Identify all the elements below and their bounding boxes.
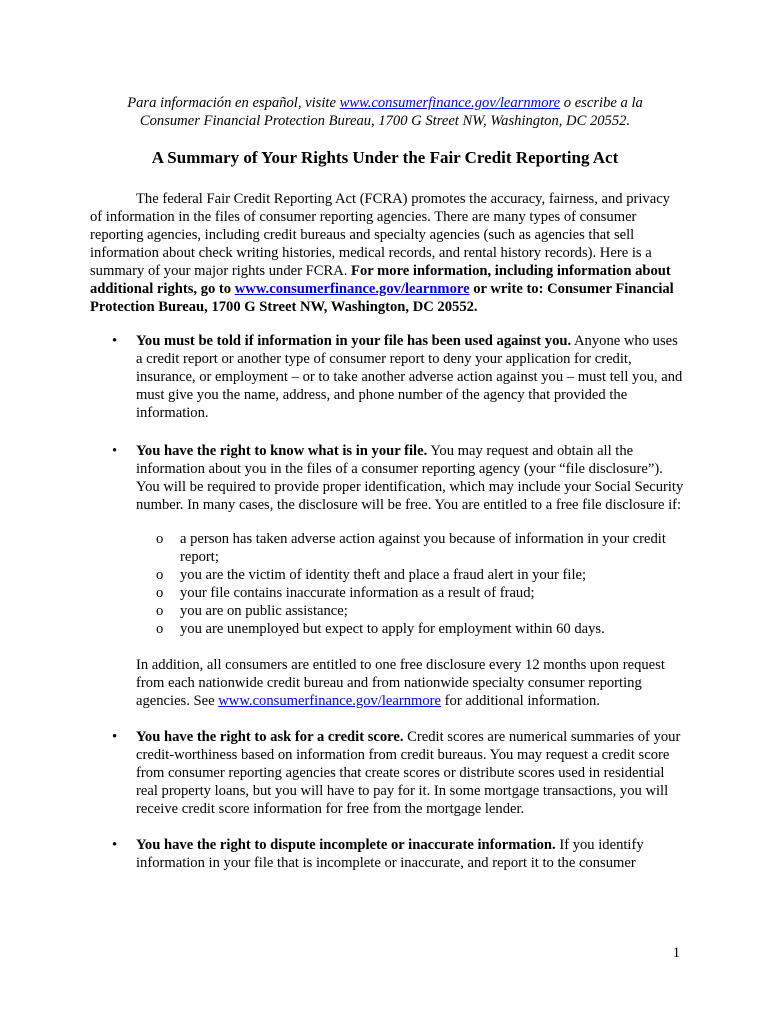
learnmore-link-spanish[interactable]: www.consumerfinance.gov/learnmore [339, 95, 561, 111]
condition-text: you are the victim of identity theft and place a fraud alert in your file; [180, 567, 587, 583]
condition-text: you are on public assistance; [180, 603, 348, 619]
spanish-info-suffix: o escribe a la [560, 95, 643, 111]
sub-bullet-marker: o [156, 567, 164, 583]
page-title: A Summary of Your Rights Under the Fair Credit Reporting Act [151, 148, 619, 167]
condition-item [136, 620, 685, 638]
addition-suffix: for additional information. [441, 693, 600, 709]
intro-bold-lead: For more information, including information about additional rights, go to [90, 263, 671, 297]
condition-item [136, 566, 685, 584]
rights-list-item [90, 442, 685, 710]
right-text: Credit scores are numerical summaries of your credit-worthiness based on information from credit bureaus. You may request a credit score from consumer reporting agencies that create scores or distribute scores used in residential real property loans, but you will have to pay for it. In some mortgage transactions, you will receive credit score information for free from the mortgage lender. [136, 729, 681, 817]
rights-list-item [90, 332, 685, 422]
condition-text: you are unemployed but expect to apply for employment within 60 days. [180, 621, 605, 637]
spanish-info-notice [90, 94, 680, 130]
condition-item [136, 584, 685, 602]
right-text: If you identify information in your file that is incomplete or inaccurate, and report it to the consumer [136, 837, 644, 871]
bullet-marker: • [112, 729, 118, 745]
rights-list-item [90, 728, 685, 818]
intro-text: The federal Fair Credit Reporting Act (FCRA) promotes the accuracy, fairness, and privacy of information in the files of consumer reporting agencies. There are many types of consumer reporting agencies, including credit bureaus and specialty agencies (such as agencies that sell information about check writing histories, medical records, and rental history records). Here is a summary of your major rights under FCRA. [90, 191, 670, 279]
condition-item [136, 602, 685, 620]
sub-bullet-marker: o [156, 621, 164, 637]
right-text: Anyone who uses a credit report or another type of consumer report to deny your application for credit, insurance, or employment – or to take another adverse action against you – must tell you, and must give you the name, address, and phone number of the agency that provided the information. [136, 333, 683, 421]
bullet-marker: • [112, 837, 118, 853]
learnmore-link-intro[interactable]: www.consumerfinance.gov/learnmore [234, 281, 470, 297]
right-heading: You have the right to know what is in your file. [136, 443, 428, 459]
page-number: 1 [672, 945, 680, 961]
right-heading: You must be told if information in your file has been used against you. [136, 333, 572, 349]
spanish-info-prefix: Para información en español, visite [127, 95, 340, 111]
sub-bullet-marker: o [156, 585, 164, 601]
bullet-marker: • [112, 333, 118, 349]
intro-paragraph [90, 190, 680, 316]
additional-disclosure-note [136, 656, 685, 710]
condition-text: a person has taken adverse action against you because of information in your credit report; [180, 531, 666, 565]
sub-bullet-marker: o [156, 531, 164, 547]
rights-list [90, 332, 685, 872]
condition-item [136, 530, 685, 566]
intro-bold-tail: or write to: Consumer Financial Protection Bureau, 1700 G Street NW, Washington, DC 20552. [90, 281, 674, 315]
right-heading: You have the right to dispute incomplete or inaccurate information. [136, 837, 556, 853]
sub-bullet-marker: o [156, 603, 164, 619]
bullet-marker: • [112, 443, 118, 459]
right-text: You may request and obtain all the information about you in the files of a consumer reporting agency (your “file disclosure”). You will be required to provide proper identification, which may include your Social Security number. In many cases, the disclosure will be free. You are entitled to a free file disclosure if: [136, 443, 684, 513]
rights-list-item [90, 836, 685, 872]
spanish-info-address: Consumer Financial Protection Bureau, 1700 G Street NW, Washington, DC 20552. [139, 113, 631, 129]
addition-text: In addition, all consumers are entitled to one free disclosure every 12 months upon request from each nationwide credit bureau and from nationwide specialty consumer reporting agencies. See [136, 657, 665, 709]
condition-text: your file contains inaccurate information as a result of fraud; [180, 585, 535, 601]
learnmore-link-addition[interactable]: www.consumerfinance.gov/learnmore [218, 693, 442, 709]
right-heading: You have the right to ask for a credit score. [136, 729, 404, 745]
free-disclosure-conditions [136, 530, 685, 638]
